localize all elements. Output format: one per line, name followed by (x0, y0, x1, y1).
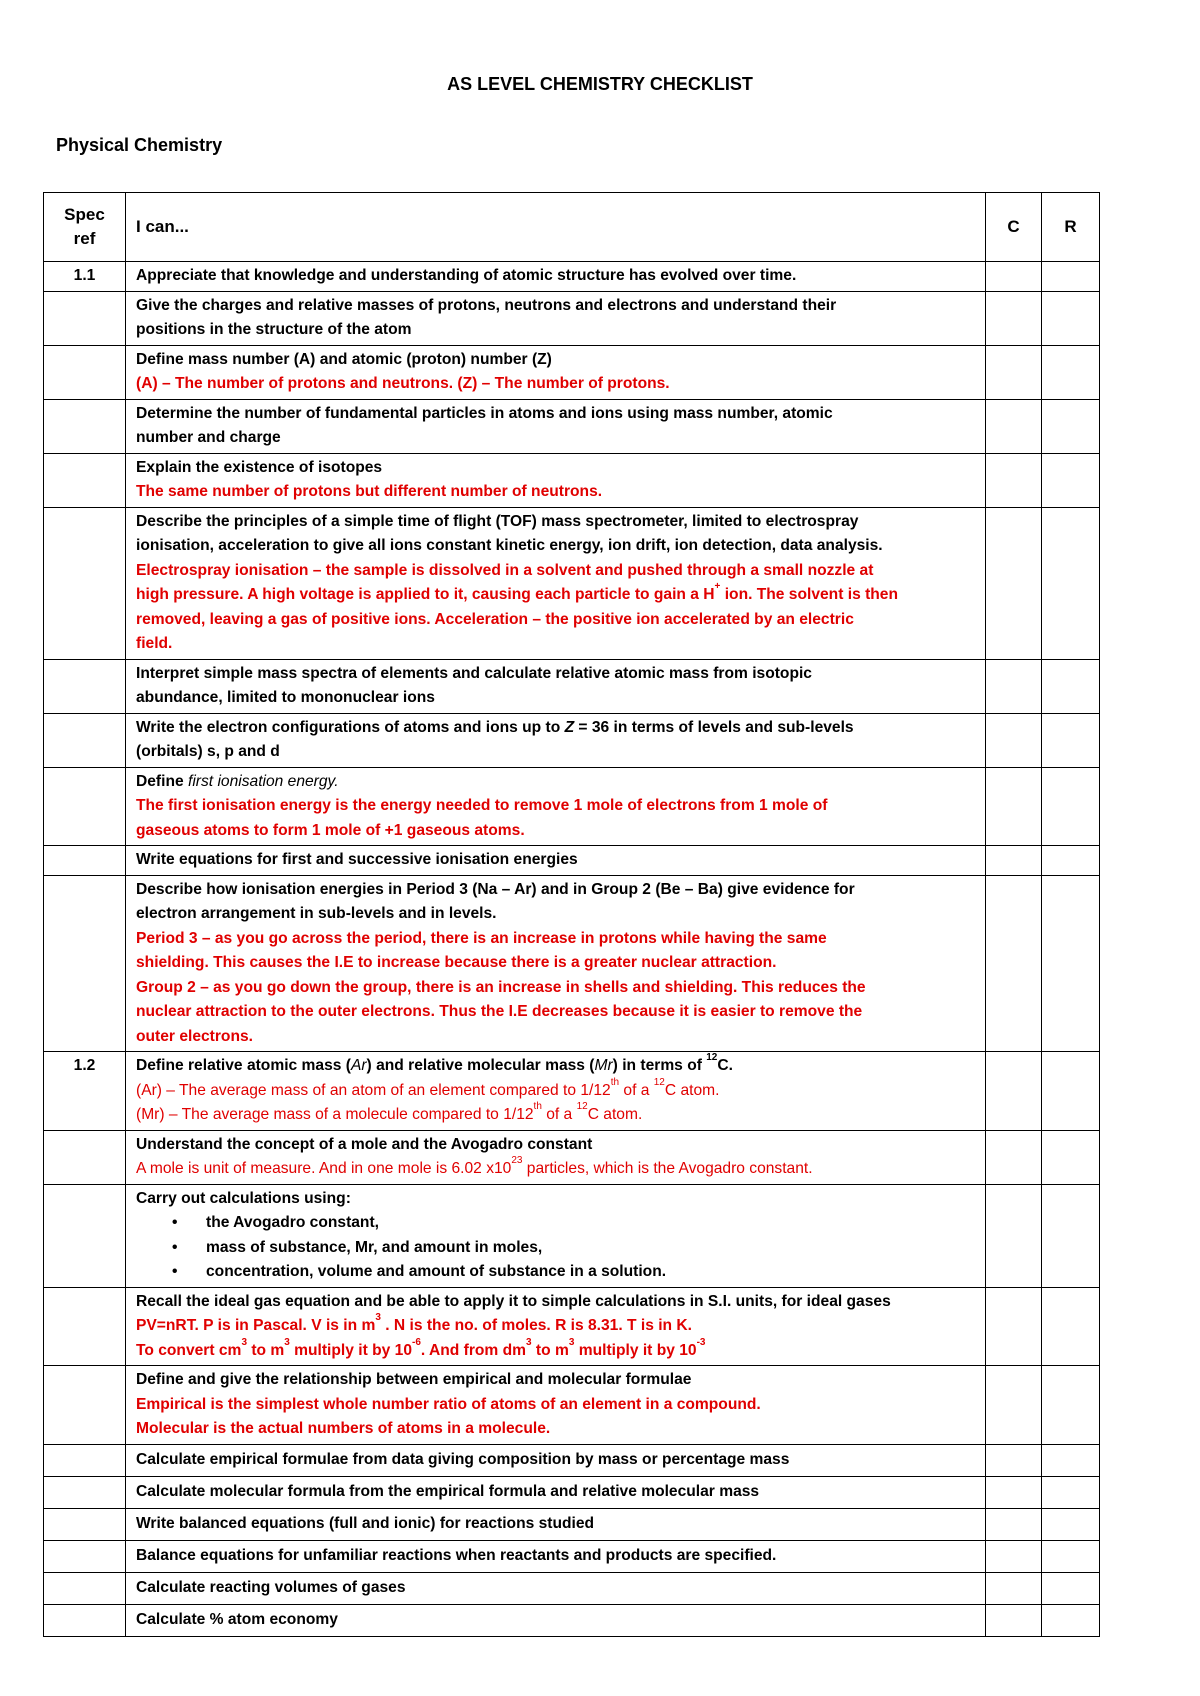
answer-line: Molecular is the actual numbers of atoms in a molecule. (136, 1420, 551, 1437)
description-line: Calculate empirical formulae from data giving composition by mass or percentage mass (136, 1450, 790, 1468)
answer-text: C atom. (664, 1081, 720, 1099)
table-row (44, 1052, 1100, 1131)
description-line: Balance equations for unfamiliar reactions when reactants and products are specified. (136, 1546, 777, 1564)
answer-text: ion. The solvent is then (720, 586, 898, 603)
description-line: Interpret simple mass spectra of elements and calculate relative atomic mass from isotopic (136, 664, 812, 682)
answer-text: to m (531, 1341, 569, 1359)
checkbox-c[interactable] (986, 1540, 1042, 1572)
header-spec-line: ref (73, 229, 96, 248)
answer-text: multiply it by 10 (574, 1341, 697, 1359)
spec-ref-cell (44, 1130, 126, 1184)
checkbox-r[interactable] (1042, 291, 1100, 345)
description-line: Determine the number of fundamental particles in atoms and ions using mass number, atomic (136, 404, 833, 422)
italic-symbol: Ar (350, 1057, 367, 1074)
spec-ref-cell (44, 875, 126, 1052)
spec-ref-cell (44, 1604, 126, 1636)
description-line: Carry out calculations using: (136, 1189, 351, 1207)
answer-line: (A) – The number of protons and neutrons. (Z) – The number of protons. (136, 375, 670, 392)
superscript: 12 (653, 1076, 665, 1088)
checkbox-r[interactable] (1042, 767, 1100, 846)
answer-line: nuclear attraction to the outer electrons. Thus the I.E decreases because it is easier to remove the (136, 1003, 863, 1020)
superscript: -6 (412, 1336, 421, 1348)
answer-text: to m (247, 1341, 285, 1359)
description-text: Define relative atomic mass ( (136, 1057, 351, 1074)
answer-text: PV=nRT. P is in Pascal. V is in m (136, 1317, 376, 1334)
table-row (44, 713, 1100, 767)
spec-ref-cell (44, 345, 126, 399)
description-cell (126, 1366, 986, 1445)
description-cell (126, 1508, 986, 1540)
table-row (44, 875, 1100, 1052)
header-i-can: I can... (126, 193, 986, 262)
checkbox-r[interactable] (1042, 875, 1100, 1052)
description-cell (126, 507, 986, 659)
description-line: ionisation, acceleration to give all ions constant kinetic energy, ion drift, ion detection, data analysis. (136, 537, 883, 554)
checkbox-r[interactable] (1042, 1572, 1100, 1604)
description-line: Give the charges and relative masses of protons, neutrons and electrons and understand their (136, 296, 837, 314)
superscript: 3 (284, 1336, 290, 1348)
checkbox-c[interactable] (986, 507, 1042, 659)
answer-line (136, 1314, 975, 1339)
header-r: R (1042, 193, 1100, 262)
description-line: Understand the concept of a mole and the Avogadro constant (136, 1135, 593, 1153)
checkbox-c[interactable] (986, 1184, 1042, 1287)
table-row (44, 453, 1100, 507)
checkbox-c[interactable] (986, 846, 1042, 876)
spec-ref-cell (44, 1540, 126, 1572)
answer-text: To convert cm (136, 1341, 242, 1359)
superscript: + (714, 581, 721, 592)
checkbox-c[interactable] (986, 1508, 1042, 1540)
description-line: electron arrangement in sub-levels and in levels. (136, 905, 497, 922)
answer-line: Electrospray ionisation – the sample is dissolved in a solvent and pushed through a small nozzle at (136, 561, 874, 579)
checkbox-c[interactable] (986, 399, 1042, 453)
description-text: ) in terms of (612, 1057, 707, 1074)
checkbox-r[interactable] (1042, 1476, 1100, 1508)
description-cell (126, 1572, 986, 1604)
description-line: Write equations for first and successive ionisation energies (136, 851, 578, 868)
description-line (136, 716, 975, 741)
description-line: Describe how ionisation energies in Period 3 (Na – Ar) and in Group 2 (Be – Ba) give evidence for (136, 880, 855, 898)
table-row (44, 1130, 1100, 1184)
superscript: 12 (576, 1101, 588, 1112)
superscript: 3 (241, 1336, 247, 1348)
answer-text: A mole is unit of measure. And in one mole is 6.02 x10 (136, 1160, 512, 1177)
checkbox-r[interactable] (1042, 1184, 1100, 1287)
description-cell (126, 846, 986, 876)
description-line: Calculate reacting volumes of gases (136, 1578, 406, 1596)
header-spec-ref (44, 193, 126, 262)
description-line: Define and give the relationship between empirical and molecular formulae (136, 1371, 692, 1388)
spec-ref-cell: 1.2 (44, 1052, 126, 1131)
checkbox-c[interactable] (986, 291, 1042, 345)
description-cell (126, 291, 986, 345)
spec-ref-cell (44, 453, 126, 507)
header-spec-line: Spec (64, 204, 105, 224)
description-cell (126, 345, 986, 399)
answer-line: The first ionisation energy is the energy needed to remove 1 mole of electrons from 1 mole of (136, 797, 828, 814)
checkbox-c[interactable] (986, 1052, 1042, 1131)
checkbox-r[interactable] (1042, 846, 1100, 876)
description-line: Write balanced equations (full and ionic) for reactions studied (136, 1514, 595, 1532)
answer-line: Empirical is the simplest whole number ratio of atoms of an element in a compound. (136, 1395, 761, 1413)
table-row (44, 507, 1100, 659)
checkbox-r[interactable] (1042, 1604, 1100, 1636)
checkbox-r[interactable] (1042, 345, 1100, 399)
italic-symbol: Z (564, 718, 575, 736)
italic-term: first ionisation energy. (188, 772, 339, 790)
checkbox-r[interactable] (1042, 453, 1100, 507)
description-line: Describe the principles of a simple time of flight (TOF) mass spectrometer, limited to electrospray (136, 512, 859, 530)
answer-line: Group 2 – as you go down the group, there is an increase in shells and shielding. This reduces the (136, 978, 866, 996)
answer-line (136, 1076, 975, 1104)
answer-line (136, 1103, 975, 1128)
answer-line: field. (136, 635, 173, 652)
description-line: (orbitals) s, p and d (136, 743, 280, 760)
description-cell (126, 453, 986, 507)
description-cell (126, 1476, 986, 1508)
checkbox-r[interactable] (1042, 713, 1100, 767)
description-line (136, 770, 975, 795)
description-cell (126, 1052, 986, 1131)
description-text: Define (136, 772, 188, 790)
answer-line: outer electrons. (136, 1027, 253, 1045)
answer-line: The same number of protons but different number of neutrons. (136, 483, 603, 500)
header-c: C (986, 193, 1042, 262)
answer-line (136, 1336, 975, 1364)
bullet-item: • the Avogadro constant, (136, 1211, 975, 1236)
description-cell (126, 767, 986, 846)
checkbox-c[interactable] (986, 713, 1042, 767)
table-row (44, 1287, 1100, 1366)
answer-line (136, 583, 975, 608)
description-text: ) and relative molecular mass ( (366, 1057, 595, 1074)
answer-line: shielding. This causes the I.E to increase because there is a greater nuclear attraction. (136, 954, 777, 971)
table-row (44, 1572, 1100, 1604)
description-text: Write the electron configurations of atoms and ions up to (136, 718, 565, 736)
description-text: = 36 in terms of levels and sub-levels (574, 718, 854, 736)
section-heading: Physical Chemistry (56, 135, 223, 155)
table-row (44, 659, 1100, 713)
answer-line: removed, leaving a gas of positive ions. Acceleration – the positive ion accelerated by an electric (136, 610, 854, 628)
description-text: C. (717, 1057, 733, 1074)
answer-text: multiply it by 10 (289, 1341, 412, 1359)
table-header-row (44, 193, 1100, 262)
description-line: Appreciate that knowledge and understanding of atomic structure has evolved over time. (136, 267, 797, 284)
checkbox-c[interactable] (986, 1366, 1042, 1445)
checkbox-r[interactable] (1042, 399, 1100, 453)
spec-ref-cell (44, 767, 126, 846)
description-cell (126, 1444, 986, 1476)
checkbox-c[interactable] (986, 875, 1042, 1052)
description-line: Calculate molecular formula from the empirical formula and relative molecular mass (136, 1482, 760, 1500)
table-row (44, 1508, 1100, 1540)
spec-ref-cell (44, 846, 126, 876)
checkbox-r[interactable] (1042, 1052, 1100, 1131)
table-row (44, 1366, 1100, 1445)
answer-text: high pressure. A high voltage is applied to it, causing each particle to gain a H (136, 586, 715, 603)
table-row (44, 846, 1100, 876)
answer-line: gaseous atoms to form 1 mole of +1 gaseous atoms. (136, 821, 525, 839)
checkbox-c[interactable] (986, 1476, 1042, 1508)
description-cell (126, 262, 986, 292)
description-cell (126, 1287, 986, 1366)
checkbox-c[interactable] (986, 1287, 1042, 1366)
spec-ref-cell (44, 1476, 126, 1508)
answer-text: particles, which is the Avogadro constant. (522, 1160, 813, 1177)
checkbox-c[interactable] (986, 1572, 1042, 1604)
description-line: Explain the existence of isotopes (136, 458, 383, 476)
superscript: th (610, 1076, 620, 1088)
table-row (44, 1476, 1100, 1508)
table-row (44, 1184, 1100, 1287)
answer-text: . N is the no. of moles. R is 8.31. T is in K. (380, 1317, 692, 1334)
description-line: abundance, limited to mononuclear ions (136, 689, 435, 706)
spec-ref-cell (44, 1508, 126, 1540)
checkbox-r[interactable] (1042, 1366, 1100, 1445)
superscript: 3 (526, 1336, 532, 1348)
description-line: number and charge (136, 429, 281, 446)
checkbox-r[interactable] (1042, 1130, 1100, 1184)
checkbox-c[interactable] (986, 767, 1042, 846)
table-row (44, 767, 1100, 846)
italic-symbol: Mr (594, 1057, 613, 1074)
answer-line (136, 1157, 975, 1182)
table-row (44, 1444, 1100, 1476)
checkbox-c[interactable] (986, 453, 1042, 507)
spec-ref-cell (44, 1287, 126, 1366)
spec-ref-cell (44, 291, 126, 345)
table-row (44, 1604, 1100, 1636)
bullet-item: • concentration, volume and amount of substance in a solution. (136, 1260, 975, 1285)
table-row (44, 1540, 1100, 1572)
checkbox-c[interactable] (986, 1604, 1042, 1636)
description-line: Calculate % atom economy (136, 1610, 338, 1628)
answer-line: Period 3 – as you go across the period, there is an increase in protons while having the same (136, 929, 827, 947)
description-cell (126, 1540, 986, 1572)
description-cell (126, 1184, 986, 1287)
checkbox-c[interactable] (986, 262, 1042, 292)
answer-text: . And from dm (420, 1341, 527, 1359)
description-cell (126, 399, 986, 453)
spec-ref-cell (44, 1366, 126, 1445)
table-row (44, 262, 1100, 292)
spec-ref-cell (44, 1572, 126, 1604)
checklist-table (43, 192, 1100, 1637)
answer-text: C atom. (587, 1106, 643, 1123)
checkbox-r[interactable] (1042, 507, 1100, 659)
answer-text: (Ar) – The average mass of an atom of an element compared to 1/12 (136, 1081, 611, 1099)
checkbox-c[interactable] (986, 345, 1042, 399)
description-cell (126, 713, 986, 767)
checkbox-r[interactable] (1042, 1287, 1100, 1366)
superscript: 23 (511, 1155, 523, 1166)
description-line (136, 1054, 975, 1079)
superscript: 3 (375, 1312, 381, 1323)
superscript: 3 (568, 1336, 575, 1348)
checkbox-c[interactable] (986, 1444, 1042, 1476)
spec-ref-cell: 1.1 (44, 262, 126, 292)
spec-ref-cell (44, 1184, 126, 1287)
checkbox-r[interactable] (1042, 659, 1100, 713)
table-row (44, 291, 1100, 345)
spec-ref-cell (44, 399, 126, 453)
spec-ref-cell (44, 659, 126, 713)
spec-ref-cell (44, 1444, 126, 1476)
checkbox-r[interactable] (1042, 1540, 1100, 1572)
description-cell (126, 1130, 986, 1184)
checkbox-r[interactable] (1042, 1444, 1100, 1476)
answer-text: of a (541, 1106, 577, 1123)
description-cell (126, 1604, 986, 1636)
document-title: AS LEVEL CHEMISTRY CHECKLIST (447, 74, 753, 94)
description-line: Define mass number (A) and atomic (proton) number (Z) (136, 350, 552, 368)
superscript: 12 (706, 1052, 718, 1063)
checkbox-r[interactable] (1042, 1508, 1100, 1540)
checkbox-r[interactable] (1042, 262, 1100, 292)
table-row (44, 345, 1100, 399)
superscript: th (533, 1101, 542, 1112)
description-cell (126, 659, 986, 713)
checkbox-c[interactable] (986, 1130, 1042, 1184)
table-row (44, 399, 1100, 453)
spec-ref-cell (44, 507, 126, 659)
description-line: Recall the ideal gas equation and be able to apply it to simple calculations in S.I. units, for ideal gases (136, 1292, 891, 1310)
answer-text: (Mr) – The average mass of a molecule compared to 1/12 (136, 1106, 534, 1123)
bullet-item: • mass of substance, Mr, and amount in moles, (136, 1236, 975, 1261)
superscript: -3 (696, 1336, 706, 1348)
answer-text: of a (619, 1081, 654, 1099)
checkbox-c[interactable] (986, 659, 1042, 713)
description-line: positions in the structure of the atom (136, 321, 412, 338)
spec-ref-cell (44, 713, 126, 767)
description-cell (126, 875, 986, 1052)
